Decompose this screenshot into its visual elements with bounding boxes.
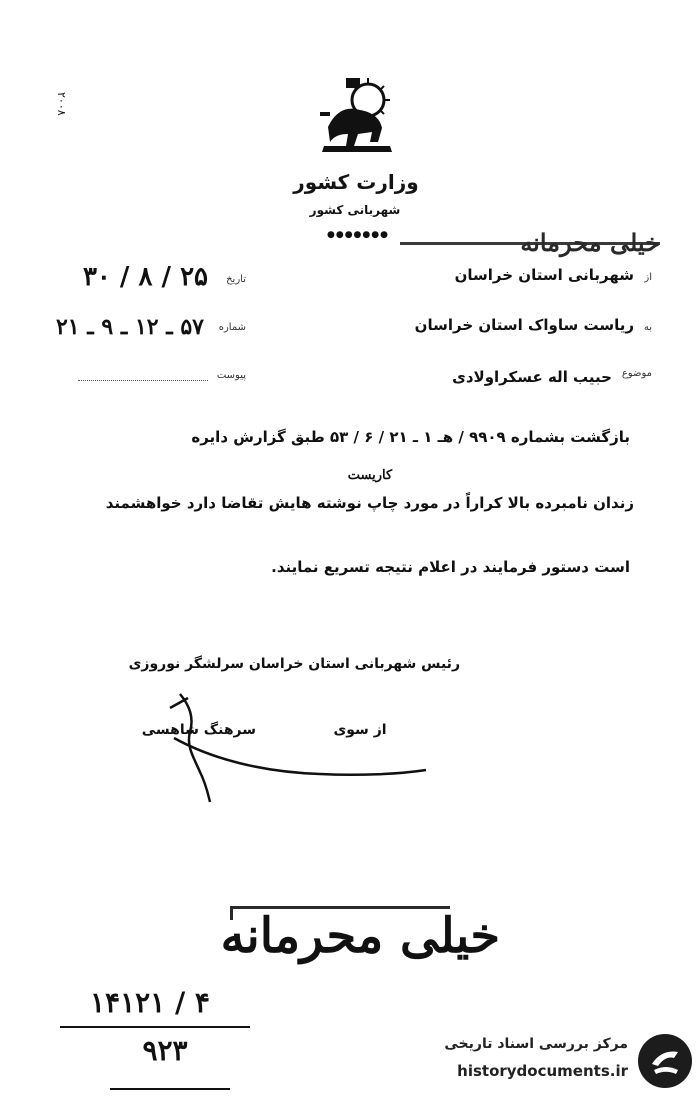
number-value: ۵۷ ـ ۱۲ ـ ۹ ـ ۲۱	[55, 314, 204, 340]
top-stamp-fragment	[400, 228, 660, 258]
date-value: ۲۵ / ۸ / ۳۰	[82, 262, 208, 292]
archive-underline	[110, 1088, 230, 1090]
date-label: تاریخ	[226, 274, 246, 285]
watermark-logo-icon	[638, 1034, 692, 1088]
from-label: از	[644, 272, 652, 283]
archive-number-2: ۹۲۳	[142, 1034, 188, 1067]
watermark-title: مرکز بررسی اسناد تاریخی	[444, 1036, 628, 1052]
to-label: به	[643, 322, 652, 333]
attachment-field	[46, 368, 246, 388]
to-field	[388, 316, 652, 340]
body-line-1: بازگشت بشماره ۹۹۰۹ / هـ ۱ ـ ۲۱ / ۶ / ۵۳ طبق گزارش دایره	[191, 428, 630, 446]
top-stamp-text: خیلی محرمانه	[520, 228, 660, 257]
from-value: شهربانی استان خراسان	[454, 266, 634, 284]
department-dots: ●●●●●●●	[327, 230, 389, 240]
subject-field	[404, 366, 652, 390]
signature-title: رئیس شهربانی استان خراسان سرلشگر نوروزی	[128, 656, 460, 672]
watermark	[410, 1032, 692, 1090]
body-line-2: زندان نامبرده بالا کراراً در مورد چاپ نوشته هایش تقاضا دارد خواهشمند	[105, 494, 634, 512]
attachment-dots	[78, 380, 208, 381]
signer-name: سرهنگ شاهسی	[141, 722, 256, 738]
attachment-label: پیوست	[216, 370, 246, 381]
ministry-title: وزارت کشور	[293, 170, 419, 194]
confidential-stamp	[220, 900, 510, 1000]
margin-note-text: ۲۰۰۸	[55, 92, 68, 116]
confidential-stamp-text: خیلی محرمانه	[220, 908, 500, 964]
archive-number-1: ۱۴۱۲۱ / ۴	[90, 986, 210, 1019]
watermark-url: historydocuments.ir	[457, 1062, 628, 1080]
number-field	[30, 314, 246, 344]
body-line-2-insert: کاریست	[347, 468, 393, 483]
date-field	[50, 262, 246, 292]
department-title: شهربانی کشور	[309, 203, 401, 217]
to-value: ریاست ساواک استان خراسان	[414, 316, 634, 334]
handwritten-signature	[150, 688, 430, 808]
subject-label: موضوع	[621, 368, 652, 379]
on-behalf-label: از سوی	[333, 722, 387, 738]
lion-and-sun-emblem	[318, 72, 398, 158]
archive-divider	[60, 1026, 250, 1028]
margin-note	[50, 92, 74, 152]
subject-value: حبیب اله عسکراولادی	[452, 368, 612, 386]
from-field	[420, 266, 652, 290]
number-label: شماره	[218, 322, 246, 333]
body-line-3: است دستور فرمایند در اعلام نتیجه تسریع نمایند.	[271, 558, 630, 576]
